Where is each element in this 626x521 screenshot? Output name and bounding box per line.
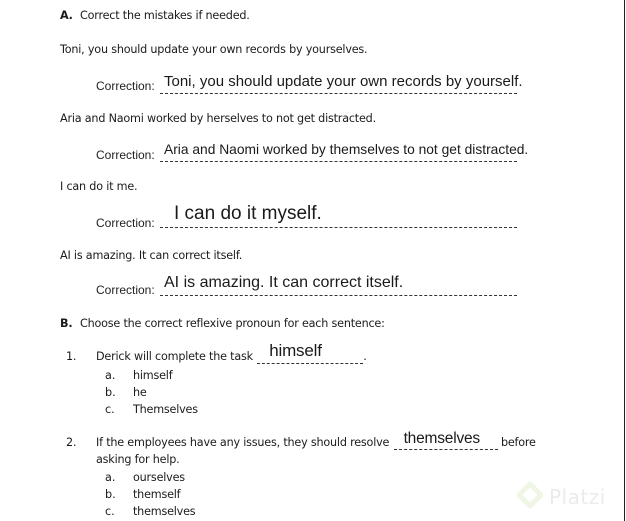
question-answer-blank[interactable] xyxy=(257,341,363,364)
section-b-instruction: Choose the correct reflexive pronoun for each sentence: xyxy=(80,317,385,330)
correction-answer-field[interactable] xyxy=(160,142,529,162)
option-text[interactable]: themselves xyxy=(133,505,196,518)
question-answer: himself xyxy=(269,341,322,360)
correction-answer: Toni, you should update your own records by yourself. xyxy=(164,73,523,90)
exercise-sentence: AI is amazing. It can correct itself. xyxy=(60,249,243,262)
correction-answer-field[interactable] xyxy=(160,274,517,296)
option-letter: b. xyxy=(105,386,116,399)
option-letter: a. xyxy=(105,369,116,382)
option-text[interactable]: he xyxy=(133,386,147,399)
question-1 xyxy=(66,341,367,364)
section-a-letter: A. xyxy=(60,9,73,22)
question-text-after: . xyxy=(363,350,367,363)
question-text-after: before xyxy=(500,436,536,449)
question-number: 2. xyxy=(66,436,77,449)
platzi-logo-icon xyxy=(517,482,543,512)
correction-label: Correction: xyxy=(96,148,155,162)
watermark-brand: Platzi xyxy=(549,485,606,509)
question-text-line2: asking for help. xyxy=(96,453,180,466)
correction-answer-field[interactable] xyxy=(160,203,517,228)
section-a-heading xyxy=(60,9,250,22)
section-a-instruction: Correct the mistakes if needed. xyxy=(80,9,250,22)
correction-answer: Aria and Naomi worked by themselves to not get distracted. xyxy=(164,142,529,157)
question-text: Derick will complete the task xyxy=(96,350,253,363)
option-text[interactable]: himself xyxy=(133,369,173,382)
option-text[interactable]: ourselves xyxy=(133,471,185,484)
question-number: 1. xyxy=(66,350,77,363)
option-text[interactable]: Themselves xyxy=(133,403,198,416)
question-2 xyxy=(66,430,536,450)
correction-answer: I can do it myself. xyxy=(174,203,322,224)
platzi-watermark xyxy=(517,482,606,512)
exercise-sentence: Toni, you should update your own records by yourselves. xyxy=(60,43,368,56)
option-letter: c. xyxy=(105,505,115,518)
question-text: If the employees have any issues, they should resolve xyxy=(96,436,390,449)
section-b-heading xyxy=(60,317,385,330)
option-letter: a. xyxy=(105,471,116,484)
section-b-letter: B. xyxy=(60,317,73,330)
question-answer-blank[interactable] xyxy=(394,430,498,450)
correction-label: Correction: xyxy=(96,283,155,297)
option-text[interactable]: themself xyxy=(133,488,181,501)
exercise-sentence: Aria and Naomi worked by herselves to not get distracted. xyxy=(60,112,376,125)
correction-answer: AI is amazing. It can correct itself. xyxy=(164,274,404,291)
exercise-sentence: I can do it me. xyxy=(60,180,138,193)
question-answer: themselves xyxy=(403,430,480,447)
correction-answer-field[interactable] xyxy=(160,73,523,94)
option-letter: c. xyxy=(105,403,115,416)
correction-label: Correction: xyxy=(96,79,155,93)
option-letter: b. xyxy=(105,488,116,501)
correction-label: Correction: xyxy=(96,216,155,230)
